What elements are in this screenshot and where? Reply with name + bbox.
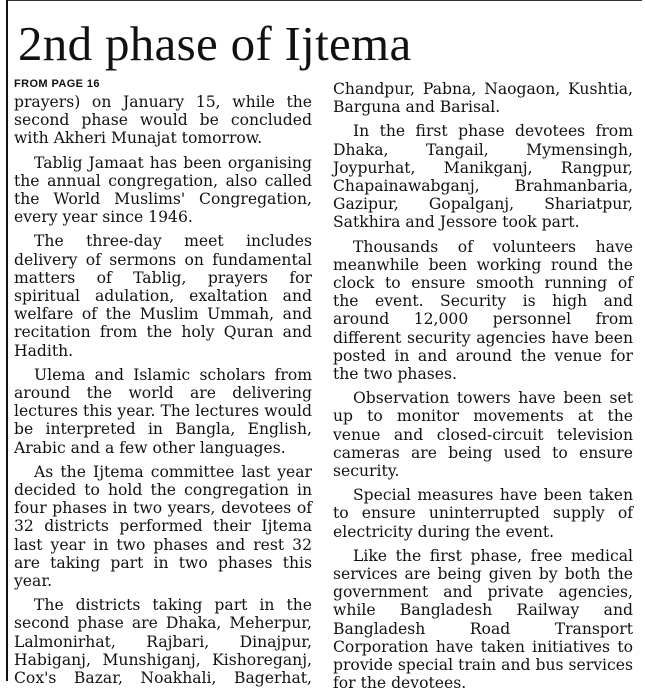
paragraph: Observation towers have been set up to monitor movements at the venue and closed-circuit television cameras are being used to ensure security.: [333, 389, 633, 481]
paragraph: As the Ijtema committee last year decided to hold the congregation in four phases in two years, devotees of 32 districts performed their Ijtema last year in two phases and rest 32 are taking part in two phases this year.: [14, 462, 312, 591]
headline: 2nd phase of Ijtema: [18, 16, 412, 71]
paragraph: Ulema and Islamic scholars from around the world are delivering lectures this year. The lectures would be interpreted in Bangla, English, Arabic and a few other languages.: [14, 365, 312, 457]
paragraph: Chandpur, Pabna, Naogaon, Kushtia, Barguna and Barisal.: [333, 80, 633, 117]
paragraph: Like the first phase, free medical services are being given by both the government and private agencies, while Bangladesh Railway and Bangladesh Road Transport Corporation have taken initiatives to provide special train and bus services for the devotees.: [333, 546, 633, 693]
paragraph: Special measures have been taken to ensure uninterrupted supply of electricity during the event.: [333, 486, 633, 541]
paragraph: The three-day meet includes delivery of sermons on fundamental matters of Tablig, prayers for spiritual adulation, exaltation and welfare of the Muslim Ummah, and recitation from the holy Quran and Hadith.: [14, 232, 312, 360]
top-rule: [6, 0, 642, 1]
paragraph: prayers) on January 15, while the second phase would be concluded with Akheri Munajat tomorrow.: [14, 93, 312, 148]
column-2: [333, 80, 633, 699]
column-1: [14, 78, 312, 693]
paragraph: Tablig Jamaat has been organising the annual congregation, also called the World Muslims' Congregation, every year since 1946.: [14, 153, 312, 227]
paragraph: In the first phase devotees from Dhaka, Tangail, Mymensingh, Joypurhat, Manikganj, Rangpur, Chapainawabganj, Brahmanbaria, Gazipur, Gopalganj, Shariatpur, Satkhira and Jessore took part.: [333, 122, 633, 232]
continued-from-label: FROM PAGE 16: [14, 78, 100, 90]
paragraph: Thousands of volunteers have meanwhile been working round the clock to ensure smooth running of the event. Security is high and around 12,000 personnel from different security agencies have been posted in and around the venue for the two phases.: [333, 237, 633, 384]
left-rule: [6, 0, 8, 681]
paragraph: The districts taking part in the second phase are Dhaka, Meherpur, Lalmonirhat, Rajbari, Dinajpur, Habiganj, Munshiganj, Kishoreganj, Cox's Bazar, Noakhali, Bagerhat,: [14, 596, 312, 688]
